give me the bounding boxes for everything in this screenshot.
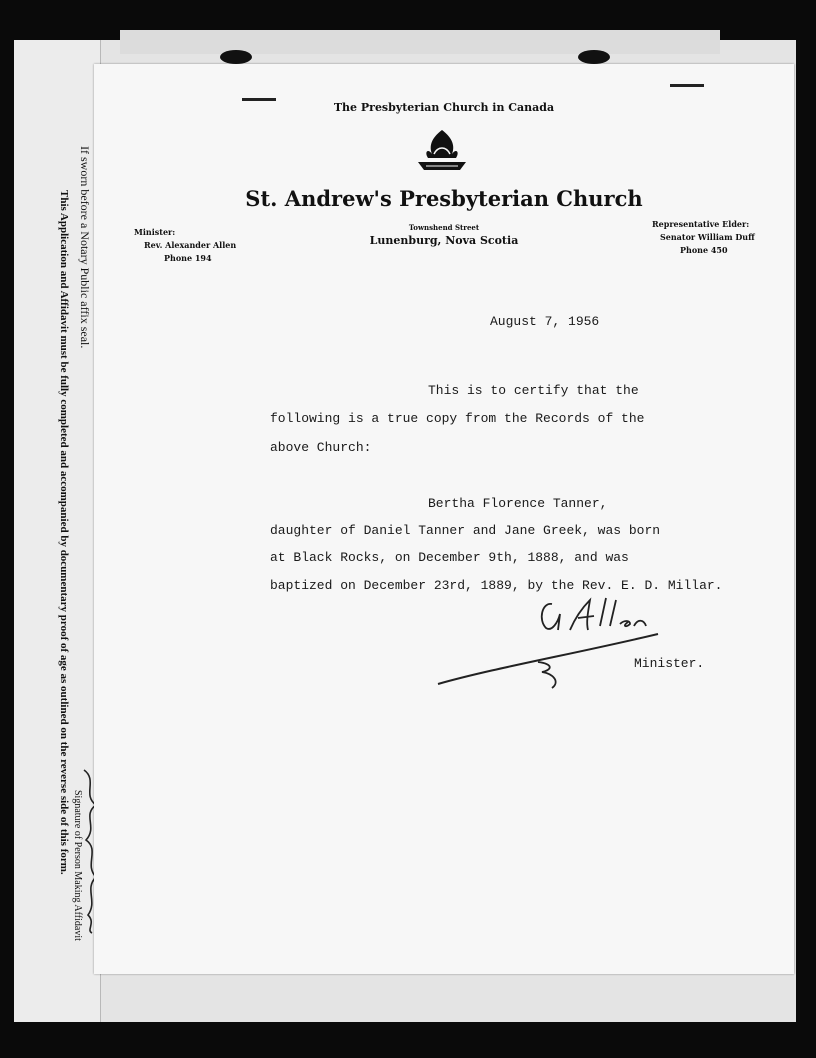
church-name: St. Andrew's Presbyterian Church bbox=[245, 186, 643, 211]
body-line: baptized on December 23rd, 1889, by the Rev. E. D. Millar. bbox=[270, 578, 723, 593]
margin-mark bbox=[670, 84, 704, 87]
minister-signature-image bbox=[434, 592, 674, 692]
body-line: following is a true copy from the Records of the bbox=[270, 411, 645, 426]
elder-name: Senator William Duff bbox=[660, 232, 755, 242]
body-line: above Church: bbox=[270, 440, 372, 455]
punch-hole bbox=[220, 50, 252, 64]
body-line: This is to certify that the bbox=[428, 383, 639, 398]
body-line: at Black Rocks, on December 9th, 1888, and was bbox=[270, 550, 629, 565]
minister-phone: Phone 194 bbox=[164, 253, 212, 263]
letter-date: August 7, 1956 bbox=[490, 314, 600, 329]
punch-hole bbox=[578, 50, 610, 64]
background-sheet-top-edge bbox=[120, 30, 720, 54]
church-town: Lunenburg, Nova Scotia bbox=[369, 234, 519, 247]
signature-caption: Signature of Person Making Affidavit bbox=[72, 790, 83, 941]
minister-title: Minister. bbox=[634, 656, 705, 671]
elder-label: Representative Elder: bbox=[652, 219, 750, 229]
minister-name: Rev. Alexander Allen bbox=[144, 240, 237, 250]
body-line: daughter of Daniel Tanner and Jane Greek, was born bbox=[270, 523, 661, 538]
church-letter bbox=[94, 64, 794, 974]
burning-bush-icon bbox=[414, 126, 470, 174]
church-street: Townshend Street bbox=[408, 223, 480, 232]
denomination-header: The Presbyterian Church in Canada bbox=[333, 101, 555, 114]
notary-note: If sworn before a Notary Public affix seal. bbox=[78, 146, 92, 349]
elder-phone: Phone 450 bbox=[680, 245, 728, 255]
body-line: Bertha Florence Tanner, bbox=[428, 496, 608, 511]
minister-label: Minister: bbox=[134, 227, 176, 237]
form-instruction: This Application and Affidavit must be fully completed and accompanied by documentary proof of age as outlined on the reverse side of this form. bbox=[58, 190, 70, 875]
